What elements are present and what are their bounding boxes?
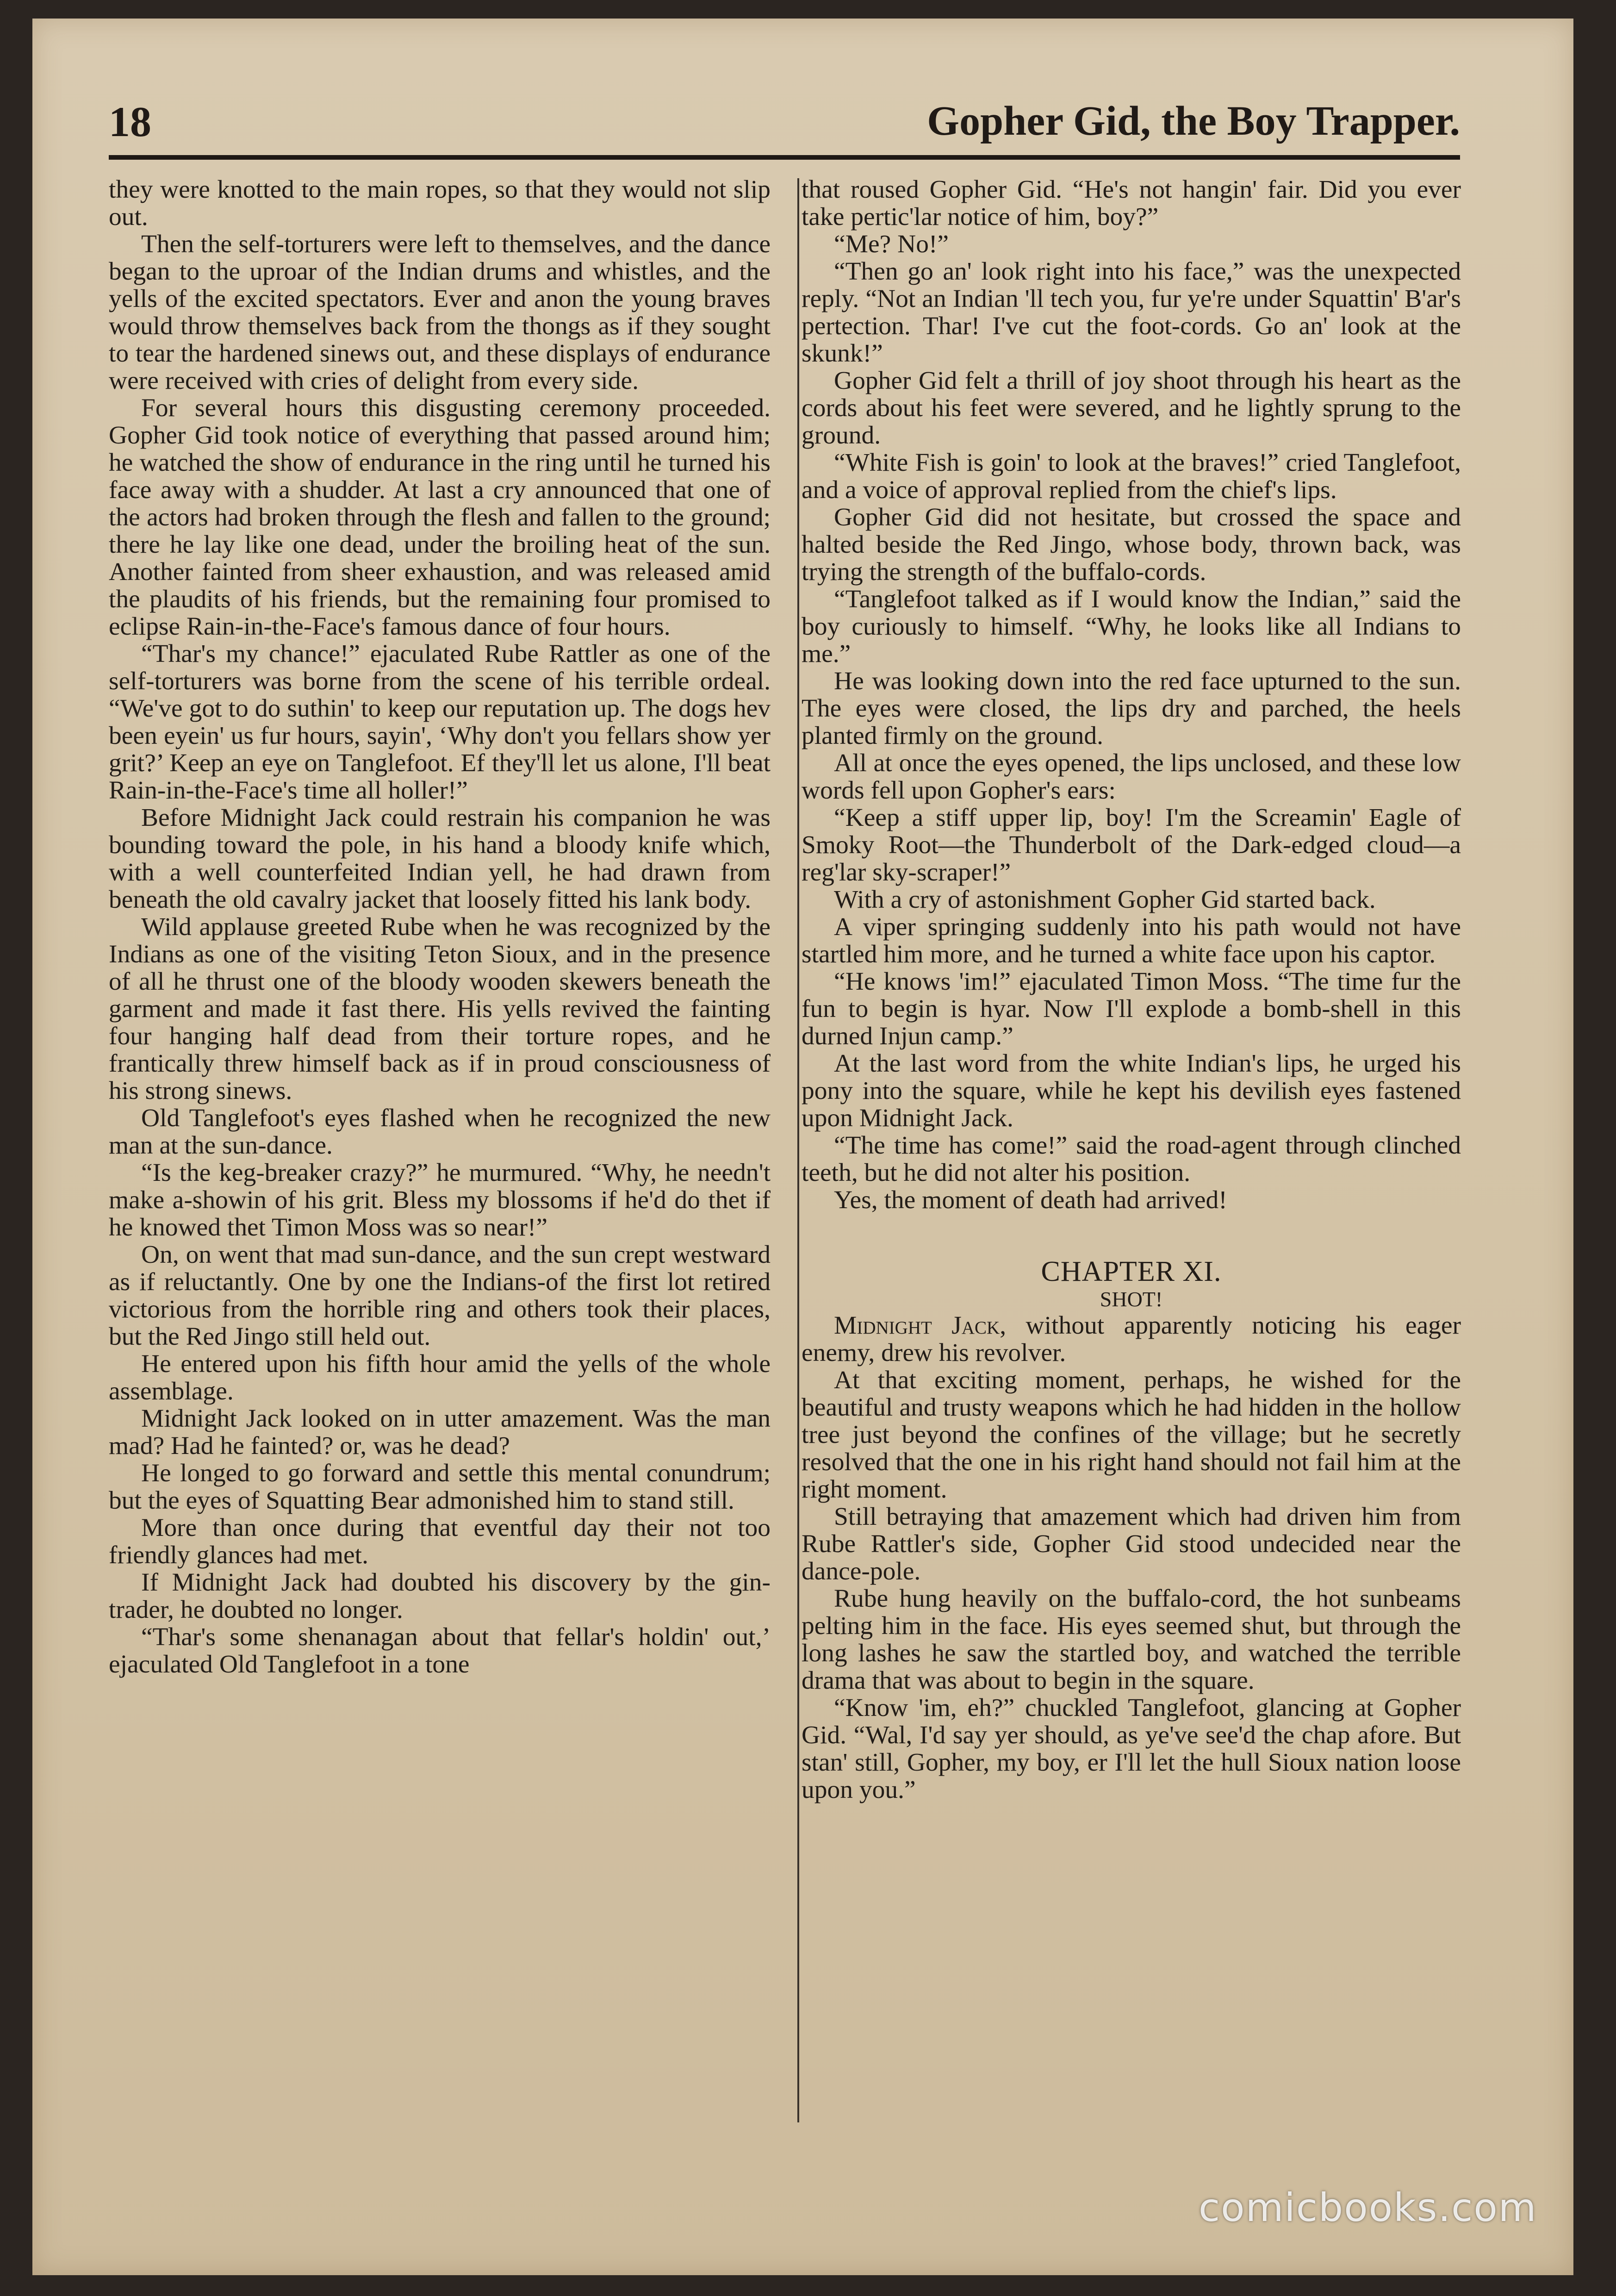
paragraph: With a cry of astonishment Gopher Gid started back. [834, 886, 1376, 914]
paragraph: “The time has come!” said the road-agent through clinched teeth, but he did not alter his position. [802, 1131, 1461, 1187]
paragraph: “Keep a stiff upper lip, boy! I'm the Screamin' Eagle of Smoky Root—the Thunderbolt of the Dark-edged cloud—a reg'lar sky-scraper!” [802, 804, 1461, 886]
paragraph: He longed to go forward and settle this mental conundrum; but the eyes of Squatting Bear admonished him to stand still. [109, 1459, 771, 1515]
lead-smallcaps: Midnight Jack, [834, 1311, 1007, 1340]
paragraph: For several hours this disgusting ceremony proceeded. Gopher Gid took notice of everything that passed around him; he watched the show of endurance in the ring until he turned his face away with a shudder. At last a cry announced that one of the actors had broken through the flesh and fallen to the ground; there he lay like one dead, under the broiling heat of the sun. Another fainted from sheer exhaustion, and was released amid the plaudits of his friends, but the remaining four promised to eclipse Rain-in-the-Face's famous dance of four hours. [109, 394, 771, 641]
paragraph: Wild applause greeted Rube when he was recognized by the Indians as one of the visiting Teton Sioux, and in the presence of all he thrust one of the bloody wooden skewers beneath the garment and made it fast there. His yells revived the fainting four hanging half dead from their torture ropes, and he frantically threw himself back as if in proud consciousness of his strong sinews. [109, 913, 771, 1105]
paragraph: If Midnight Jack had doubted his discovery by the gin-trader, he doubted no longer. [109, 1568, 771, 1624]
paragraph: “He knows 'im!” ejaculated Timon Moss. “The time fur the fun to begin is hyar. Now I'll explode a bomb-shell in this durned Injun camp.” [802, 967, 1461, 1050]
paragraph: More than once during that eventful day their not too friendly glances had met. [109, 1514, 771, 1569]
paragraph: On, on went that mad sun-dance, and the sun crept westward as if reluctantly. One by one the Indians-of the first lot retired victorious from the horrible ring and others took their places, but the Red Jingo still held out. [109, 1241, 771, 1351]
paragraph: He entered upon his fifth hour amid the yells of the whole assemblage. [109, 1350, 771, 1405]
paragraph: Rube hung heavily on the buffalo-cord, the hot sunbeams pelting him in the face. His eyes seemed shut, but through the long lashes he saw the startled boy, and watched the terrible drama that was about to begin in the square. [802, 1585, 1461, 1695]
paragraph: Old Tanglefoot's eyes flashed when he recognized the new man at the sun-dance. [109, 1104, 771, 1160]
paragraph: He was looking down into the red face upturned to the sun. The eyes were closed, the lips dry and parched, the heels planted firmly on the ground. [802, 667, 1461, 750]
paragraph: “Know 'im, eh?” chuckled Tanglefoot, glancing at Gopher Gid. “Wal, I'd say yer should, as ye've see'd the chap afore. But stan' still, Gopher, my boy, er I'll let the hull Sioux nation loose upon you.” [802, 1694, 1461, 1804]
paragraph: Gopher Gid did not hesitate, but crossed the space and halted beside the Red Jingo, whose body, thrown back, was trying the strength of the buffalo-cords. [802, 503, 1461, 586]
running-title: Gopher Gid, the Boy Trapper. [927, 98, 1460, 144]
paragraph: “Thar's my chance!” ejaculated Rube Rattler as one of the self-torturers was borne from the scene of his terrible ordeal. “We've got to do suthin' to keep our reputation up. The dogs hev been eyein' us fur hours, sayin', ‘Why don't you fellars show yer grit?’ Keep an eye on Tanglefoot. Ef they'll let us alone, I'll beat Rain-in-the-Face's time all holler!” [109, 640, 771, 805]
chapter-subtitle: SHOT! [1100, 1287, 1163, 1311]
lead-text: without apparently noticing his eager enemy, drew his revolver. [802, 1311, 1461, 1367]
page-header [109, 97, 1460, 157]
paragraph: Gopher Gid felt a thrill of joy shoot through his heart as the cords about his feet were severed, and he lightly sprung to the ground. [802, 367, 1461, 449]
paragraph: At the last word from the white Indian's lips, he urged his pony into the square, while he kept his devilish eyes fastened upon Midnight Jack. [802, 1049, 1461, 1132]
watermark: comicbooks.com [1199, 2185, 1537, 2230]
paragraph: Yes, the moment of death had arrived! [834, 1186, 1227, 1214]
paragraph: A viper springing suddenly into his path would not have startled him more, and he turned a white face upon his captor. [802, 913, 1461, 968]
chapter-lead-paragraph [802, 1312, 1461, 1366]
chapter-heading: CHAPTER XI. [1041, 1256, 1222, 1287]
left-column [109, 176, 771, 1678]
paragraph: they were knotted to the main ropes, so that they would not slip out. [109, 175, 771, 231]
column-divider [797, 178, 799, 2122]
paragraph: At that exciting moment, perhaps, he wished for the beautiful and trusty weapons which he had hidden in the hollow tree just beyond the confines of the village; but he secretly resolved that the one in his right hand should not fail him at the right moment. [802, 1366, 1461, 1504]
right-column [802, 176, 1461, 1803]
paragraph: “Thar's some shenanagan about that fellar's holdin' out,’ ejaculated Old Tanglefoot in a tone [109, 1623, 771, 1678]
paragraph: Still betraying that amazement which had driven him from Rube Rattler's side, Gopher Gid stood undecided near the dance-pole. [802, 1503, 1461, 1585]
page-number: 18 [109, 98, 151, 145]
paragraph: that roused Gopher Gid. “He's not hangin' fair. Did you ever take pertic'lar notice of him, boy?” [802, 175, 1461, 231]
paragraph: “Tanglefoot talked as if I would know the Indian,” said the boy curiously to himself. “Why, he looks like all Indians to me.” [802, 585, 1461, 668]
paragraph: All at once the eyes opened, the lips unclosed, and these low words fell upon Gopher's ears: [802, 749, 1461, 805]
paragraph: Before Midnight Jack could restrain his companion he was bounding toward the pole, in his hand a bloody knife which, with a well counterfeited Indian yell, he had drawn from beneath the old cavalry jacket that loosely fitted his lank body. [109, 804, 771, 914]
paragraph: “Then go an' look right into his face,” was the unexpected reply. “Not an Indian 'll tech you, fur ye're under Squattin' B'ar's pertection. Thar! I've cut the foot-cords. Go an' look at the skunk!” [802, 257, 1461, 368]
paragraph: “White Fish is goin' to look at the braves!” cried Tanglefoot, and a voice of approval replied from the chief's lips. [802, 449, 1461, 504]
paragraph: “Me? No!” [834, 230, 949, 258]
paragraph: Then the self-torturers were left to themselves, and the dance began to the uproar of the Indian drums and whistles, and the yells of the excited spectators. Ever and anon the young braves would throw themselves back from the thongs as if they sought to tear the hardened sinews out, and these displays of endurance were received with cries of delight from every side. [109, 230, 771, 395]
paragraph: “Is the keg-breaker crazy?” he murmured. “Why, he needn't make a-showin of his grit. Bless my blossoms if he'd do thet if he knowed thet Timon Moss was so near!” [109, 1159, 771, 1242]
paragraph: Midnight Jack looked on in utter amazement. Was the man mad? Had he fainted? or, was he dead? [109, 1404, 771, 1460]
header-rule [109, 155, 1460, 160]
